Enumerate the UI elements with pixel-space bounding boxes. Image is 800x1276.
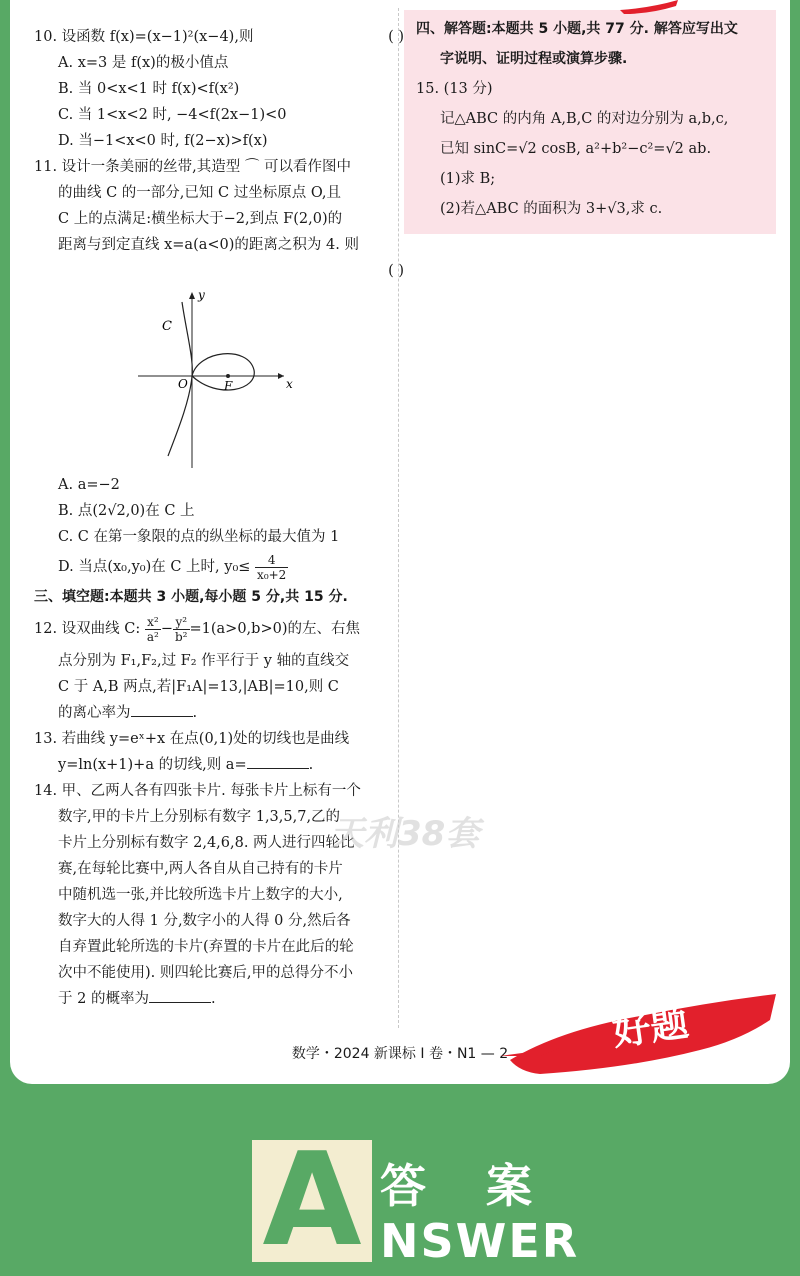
- curve-label-c: C: [162, 319, 172, 334]
- q12-line-4: [34, 700, 404, 726]
- q13-line-1: 13. 若曲线 y=eˣ+x 在点(0,1)处的切线也是曲线: [34, 731, 350, 747]
- q10-text: 10. 设函数 f(x)=(x−1)²(x−4),则: [34, 29, 254, 45]
- q14-line-1: 14. 甲、乙两人各有四张卡片. 每张卡片上标有一个: [34, 783, 361, 799]
- q10-option-c: C. 当 1<x<2 时, −4<f(2x−1)<0: [58, 107, 287, 123]
- q14-period: .: [210, 991, 216, 1007]
- q13-line-2-text: y=ln(x+1)+a 的切线,则 a=: [58, 757, 247, 773]
- q14-line-6: 数字大的人得 1 分,数字小的人得 0 分,然后各: [58, 913, 351, 929]
- q11-option-d: [34, 550, 404, 584]
- fraction-numerator: x²: [145, 615, 161, 630]
- q12-period: .: [192, 705, 198, 721]
- q13-period: .: [308, 757, 314, 773]
- answer-letter-tile: A: [252, 1140, 372, 1262]
- q14-line-4: 赛,在每轮比赛中,两人各自从自己持有的卡片: [58, 861, 343, 877]
- answer-chinese-label: 答案: [380, 1159, 592, 1213]
- q15-part-2: (2)若△ABC 的面积为 3+√3,求 c.: [440, 201, 663, 217]
- curve-graph: [138, 290, 298, 468]
- q11-line-3: C 上的点满足:横坐标大于−2,到点 F(2,0)的: [58, 211, 343, 227]
- x-axis-arrow-icon: [278, 373, 284, 379]
- q15-line-1: 记△ABC 的内角 A,B,C 的对边分别为 a,b,c,: [440, 111, 729, 127]
- watermark-logo: 天利38套: [330, 814, 480, 854]
- section-4-box: [404, 10, 776, 234]
- q11-option-a: A. a=−2: [58, 477, 120, 493]
- q10-option-b: B. 当 0<x<1 时 f(x)<f(x²): [58, 81, 240, 97]
- q12-fraction-y: [173, 615, 190, 644]
- y-axis-arrow-icon: [189, 292, 195, 299]
- q11-line-2: 的曲线 C 的一部分,已知 C 过坐标原点 O,且: [58, 185, 341, 201]
- q10-option-a: A. x=3 是 f(x)的极小值点: [58, 55, 229, 71]
- q11-option-d-fraction: [255, 553, 288, 582]
- answer-english-label: NSWER: [380, 1214, 580, 1268]
- q12-fraction-x: [145, 615, 161, 644]
- section-3-heading: 三、填空题:本题共 3 小题,每小题 5 分,共 15 分.: [34, 589, 348, 605]
- q12-answer-blank[interactable]: [131, 702, 193, 717]
- q12-last-text: 的离心率为: [58, 705, 131, 721]
- q11-option-c: C. C 在第一象限的点的纵坐标的最大值为 1: [58, 529, 340, 545]
- q12-prefix: 12. 设双曲线 C:: [34, 621, 141, 637]
- q14-line-9: [34, 986, 404, 1012]
- q15-line-2: 已知 sinC=√2 cosB, a²+b²−c²=√2 ab.: [440, 141, 712, 157]
- q10-option-d: D. 当−1<x<0 时, f(2−x)>f(x): [58, 133, 268, 149]
- q14-line-2: 数字,甲的卡片上分别标有数字 1,3,5,7,乙的: [58, 809, 341, 825]
- fraction-numerator: 4: [255, 553, 288, 568]
- q11-option-b: B. 点(2√2,0)在 C 上: [58, 503, 195, 519]
- stamp-label: 好题: [609, 999, 692, 1055]
- left-column: [34, 24, 404, 1012]
- fraction-denominator: a²: [146, 629, 159, 644]
- q11-line-1: 11. 设计一条美丽的丝带,其造型 ⌒ 可以看作图中: [34, 159, 351, 175]
- q15-head: 15. (13 分): [416, 81, 493, 97]
- q11-answer-paren: ( ): [388, 263, 404, 279]
- q14-last-text: 于 2 的概率为: [58, 991, 149, 1007]
- section-4-heading-2: 字说明、证明过程或演算步骤.: [440, 51, 628, 67]
- origin-label: O: [178, 377, 188, 391]
- q12-line-2: 点分别为 F₁,F₂,过 F₂ 作平行于 y 轴的直线交: [58, 653, 350, 669]
- q10-stem: [34, 24, 404, 50]
- q14-line-7: 自弃置此轮所选的卡片(弃置的卡片在此后的轮: [58, 939, 354, 955]
- q13-line-2: [34, 752, 404, 778]
- q12-suffix: =1(a>0,b>0)的左、右焦: [189, 621, 360, 637]
- q11-paren-row: [34, 258, 404, 284]
- section-4-heading-1: 四、解答题:本题共 5 小题,共 77 分. 解答应写出文: [416, 21, 738, 37]
- q12-line-3: C 于 A,B 两点,若|F₁A|=13,|AB|=10,则 C: [58, 679, 339, 695]
- q12-line-1: 12. 设双曲线 C: $\frac{\text{x²}}{\text{a²}}$ − $\frac{\text{y²}}{\text{b²}}$ =1(a>0,b>0)的左、右焦: [34, 614, 360, 644]
- exam-paper: [10, 0, 790, 1084]
- fraction-denominator: x₀+2: [257, 567, 287, 582]
- page-footer: 数学・2024 新课标 Ⅰ 卷・N1 — 2: [291, 1046, 509, 1062]
- q11-line-4: 距离与到定直线 x=a(a<0)的距离之积为 4. 则: [58, 237, 359, 253]
- focus-label: F: [224, 379, 233, 393]
- q14-answer-blank[interactable]: [149, 988, 211, 1003]
- q14-line-8: 次中不能使用). 则四轮比赛后,甲的总得分不小: [58, 965, 353, 981]
- q15-part-1: (1)求 B;: [440, 171, 496, 187]
- y-axis-label: y: [198, 290, 205, 302]
- fraction-denominator: b²: [175, 629, 188, 644]
- x-axis-label: x: [286, 377, 293, 391]
- q13-answer-blank[interactable]: [247, 754, 309, 769]
- q14-line-3: 卡片上分别标有数字 2,4,6,8. 两人进行四轮比: [58, 835, 355, 851]
- q10-answer-paren: ( ): [388, 29, 404, 45]
- q14-line-5: 中随机选一张,并比较所选卡片上数字的大小,: [58, 887, 343, 903]
- q11-option-d-text: D. 当点(x₀,y₀)在 C 上时, y₀≤: [58, 559, 251, 575]
- brush-stroke-top-icon: [620, 0, 680, 14]
- fraction-numerator: y²: [173, 615, 190, 630]
- focus-point-f: [226, 374, 230, 378]
